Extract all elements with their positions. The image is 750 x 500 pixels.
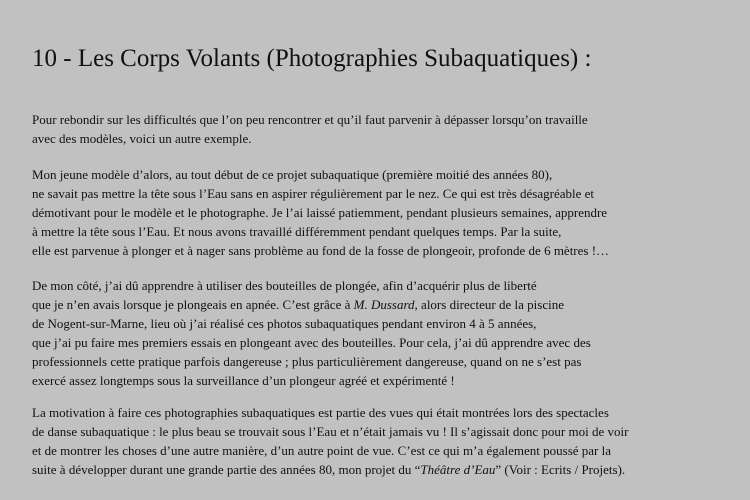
project-title: Théâtre d’Eau [420, 462, 496, 477]
page-title: 10 - Les Corps Volants (Photographies Subaquatiques) : [32, 45, 592, 72]
text-line [32, 295, 591, 314]
text-line [32, 460, 628, 479]
text-line: de Nogent-sur-Marne, lieu où j’ai réalisé ces photos subaquatiques pendant environ 4 à 5 années, [32, 316, 537, 331]
paragraph-motivation [32, 403, 628, 479]
text-segment: ” (Voir : Ecrits / Projets). [495, 462, 626, 477]
text-line: à mettre la tête sous l’Eau. Et nous avons travaillé différemment pendant quelques temps. Par la suite, [32, 224, 562, 239]
text-line: démotivant pour le modèle et le photographe. Je l’ai laissé patiemment, pendant plusieurs semaines, apprendre [32, 205, 608, 220]
text-line: Pour rebondir sur les difficultés que l’on peu rencontrer et qu’il faut parvenir à dépasser lorsqu’on travaille [32, 112, 588, 127]
text-line: ne savait pas mettre la tête sous l’Eau sans en aspirer régulièrement par le nez. Ce qui est très désagréable et [32, 186, 595, 201]
text-segment: que je n’en avais lorsque je plongeais en apnée. C’est grâce à [32, 297, 354, 312]
text-line: professionnels cette pratique parfois dangereuse ; plus particulièrement dangereuse, quand on ne s’est pas [32, 354, 582, 369]
text-segment: suite à développer durant une grande partie des années 80, mon projet du “ [32, 462, 421, 477]
text-line: que j’ai pu faire mes premiers essais en plongeant avec des bouteilles. Pour cela, j’ai dû apprendre avec des [32, 335, 591, 350]
text-line: avec des modèles, voici un autre exemple. [32, 131, 252, 146]
person-name: M. Dussard [353, 297, 415, 312]
paragraph-intro [32, 110, 588, 148]
text-segment: , alors directeur de la piscine [414, 297, 564, 312]
text-line: de danse subaquatique : le plus beau se trouvait sous l’Eau et n’était jamais vu ! Il s’agissait donc pour moi de voir [32, 424, 629, 439]
text-line: Mon jeune modèle d’alors, au tout début de ce projet subaquatique (première moitié des années 80), [32, 167, 553, 182]
text-line: La motivation à faire ces photographies subaquatiques est partie des vues qui était montrées lors des spectacles [32, 405, 609, 420]
text-line: et de montrer les choses d’une autre manière, d’un autre point de vue. C’est ce qui m’a également poussé par la [32, 443, 612, 458]
text-line: exercé assez longtemps sous la surveillance d’un plongeur agréé et expérimenté ! [32, 373, 455, 388]
paragraph-diving [32, 276, 591, 390]
paragraph-model [32, 165, 609, 260]
text-line: De mon côté, j’ai dû apprendre à utiliser des bouteilles de plongée, afin d’acquérir plus de liberté [32, 278, 537, 293]
text-line: elle est parvenue à plonger et à nager sans problème au fond de la fosse de plongeoir, profonde de 6 mètres !… [32, 243, 610, 258]
